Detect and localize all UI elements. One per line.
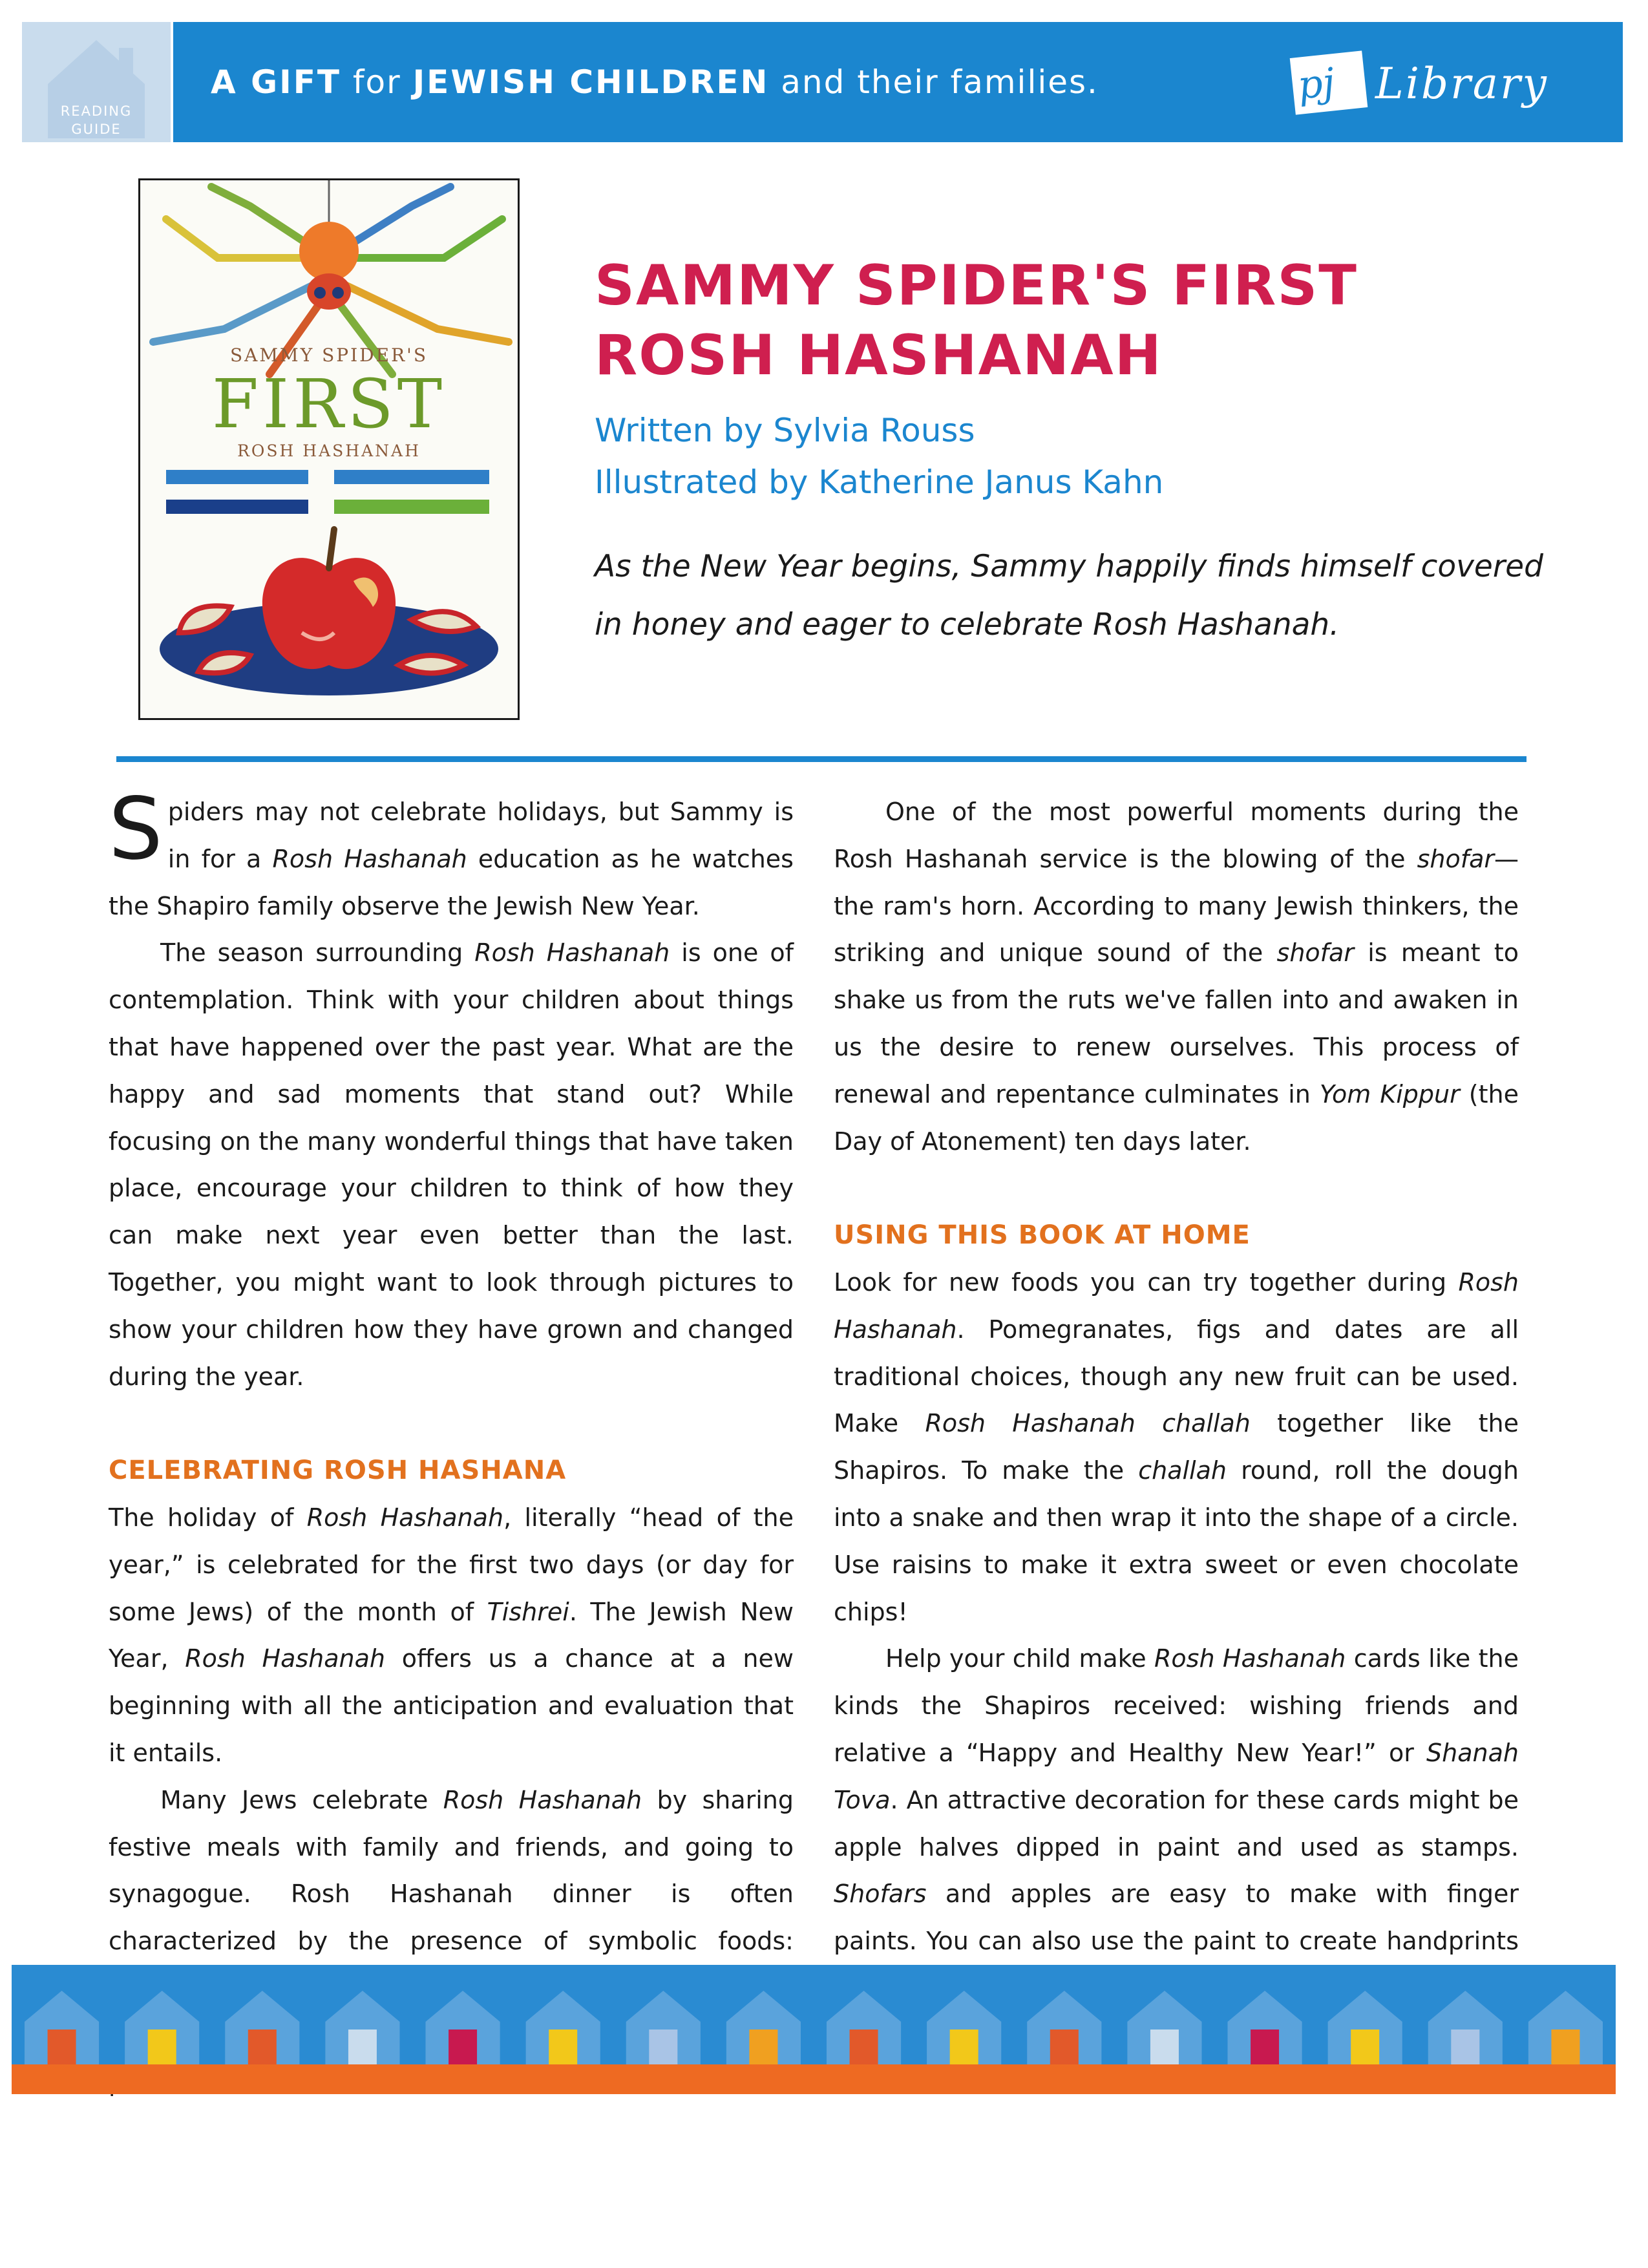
book-title-line1: SAMMY SPIDER'S FIRST xyxy=(595,253,1358,318)
footer-house-door xyxy=(48,2030,76,2064)
spacer xyxy=(109,1400,794,1447)
cards-text-em1: Rosh Hashanah xyxy=(1154,1644,1346,1673)
shofar-text-em3: Yom Kippur xyxy=(1319,1079,1460,1108)
tagline-gift: A GIFT xyxy=(211,63,342,101)
houses-illustration xyxy=(12,1965,1616,2094)
holiday-paragraph xyxy=(109,1494,794,1777)
footer-house-door xyxy=(148,2030,176,2064)
footer-house-door xyxy=(649,2030,677,2064)
cards-text-em3: Shofars xyxy=(834,1880,927,1909)
holiday-text-em3: Rosh Hashanah xyxy=(185,1644,385,1673)
footer-house-door xyxy=(1551,2030,1579,2064)
footer-house-door xyxy=(1351,2030,1379,2064)
book-title-line2: ROSH HASHANAH xyxy=(595,323,1163,388)
foods-text-d: round, roll the dough into a snake and then wrap it into the shape of a circle. Use raisins to make it extra sweet or even chocolate chips! xyxy=(834,1456,1519,1626)
season-text-a: The season surrounding xyxy=(160,938,475,968)
tagline xyxy=(211,59,1099,105)
shofar-text-d: (the Day of Atonement) ten days later. xyxy=(834,1079,1519,1156)
cover-title-line3: ROSH HASHANAH xyxy=(237,441,421,460)
pj-library-logo xyxy=(1293,53,1570,115)
book-title xyxy=(595,251,1590,390)
left-column xyxy=(109,779,794,2106)
foods-text-a: Look for new foods you can try together during xyxy=(834,1267,1459,1297)
footer-house-door xyxy=(749,2030,777,2064)
author-credit: Written by Sylvia Rouss xyxy=(595,412,975,449)
cover-title-line2: FIRST xyxy=(211,365,447,443)
shofar-text-em1: shofar xyxy=(1417,844,1494,873)
intro-text-b: education as he watches the Shapiro family observe the Jewish New Year. xyxy=(109,844,794,920)
book-cover xyxy=(138,178,520,720)
shofar-paragraph xyxy=(834,789,1519,1165)
holiday-text-em1: Rosh Hashanah xyxy=(306,1503,504,1532)
tagline-families: and their families. xyxy=(769,63,1099,101)
intro-text-a: piders may not celebrate holidays, but Sammy is in for a xyxy=(167,798,794,873)
holiday-text-a: The holiday of xyxy=(109,1503,307,1532)
cards-text-em2: Shanah Tova xyxy=(834,1738,1519,1814)
footer-house-door xyxy=(1050,2030,1079,2064)
heading-using-book: USING THIS BOOK AT HOME xyxy=(834,1220,1251,1251)
intro-text-em: Rosh Hashanah xyxy=(272,844,467,873)
footer-house-door xyxy=(1451,2030,1479,2064)
shofar-text-b: —the ram's horn. According to many Jewish thinkers, the striking and unique sound of the xyxy=(834,844,1519,968)
foods-text-em1: Rosh Hashanah xyxy=(834,1267,1519,1344)
foods-text-em3: challah xyxy=(1138,1456,1227,1485)
footer-house-door xyxy=(248,2030,277,2064)
drop-cap: S xyxy=(109,779,163,879)
reading-guide-badge xyxy=(22,22,171,142)
footer-ground xyxy=(12,2064,1616,2094)
shofar-text-c: is meant to shake us from the ruts we've fallen into and awaken in us the desire to renew ourselves. This process of renewal and repentance culminates in xyxy=(834,938,1519,1108)
season-text-b: is one of contemplation. Think with your children about things that have happened over the past year. What are the happy and sad moments that stand out? While focusing on the many wonderful things that have taken place, encourage your children to think of how they can make next year even better than the last. Together, you might want to look through pictures to show your children how they have grown and changed during the year. xyxy=(109,938,794,1391)
header-band xyxy=(173,22,1623,142)
cards-text-a: Help your child make xyxy=(885,1644,1155,1673)
tagline-jewish-children: JEWISH CHILDREN xyxy=(412,63,770,101)
foods-paragraph xyxy=(834,1259,1519,1635)
section-divider xyxy=(116,756,1527,762)
cards-text-b: cards like the kinds the Shapiros received: wishing friends and relative a “Happy and Healthy New Year!” or xyxy=(834,1644,1519,1767)
spacer xyxy=(834,1165,1519,1212)
shofar-text-em2: shofar xyxy=(1276,938,1354,968)
footer-house-door xyxy=(950,2030,978,2064)
badge-line-guide: GUIDE xyxy=(71,122,121,137)
holiday-text-b: , literally “head of the year,” is celebrated for the first two days (or day for some Jews) of the month of xyxy=(109,1503,794,1626)
foods-text-c: together like the Shapiros. To make the xyxy=(834,1409,1519,1485)
logo-text: Library xyxy=(1375,59,1548,109)
footer-house-door xyxy=(348,2030,377,2064)
illustrator-credit: Illustrated by Katherine Janus Kahn xyxy=(595,463,1164,501)
holiday-text-em2: Tishrei xyxy=(487,1597,569,1626)
meals-text-b: by sharing festive meals with family and friends, and going to synagogue. Rosh Hashanah dinner is often characterized by the presence of symbolic foods: xyxy=(109,1785,794,1956)
footer-house-door xyxy=(1150,2030,1179,2064)
season-text-em: Rosh Hashanah xyxy=(474,938,670,968)
footer-house-door xyxy=(549,2030,577,2064)
holiday-text-d: offers us a chance at a new beginning with all the anticipation and evaluation that it entails. xyxy=(109,1644,794,1767)
cards-text-d: and apples are easy to make with finger paints. You can also use the paint to create handprints xyxy=(834,1880,1519,1956)
meals-text-em1: Rosh Hashanah xyxy=(443,1785,642,1814)
cards-text-c: . An attractive decoration for these cards might be apple halves dipped in paint and used as stamps. xyxy=(834,1785,1519,1861)
season-paragraph xyxy=(109,929,794,1400)
heading-celebrating: CELEBRATING ROSH HASHANA xyxy=(109,1456,567,1486)
footer-houses-band xyxy=(12,1965,1616,2094)
book-blurb: As the New Year begins, Sammy happily finds himself covered in honey and eager to celebrate Rosh Hashanah. xyxy=(595,549,1543,642)
footer-house-door xyxy=(1251,2030,1279,2064)
cover-title-line1: SAMMY SPIDER'S xyxy=(229,344,428,366)
footer-house-door xyxy=(850,2030,878,2064)
footer-house-door xyxy=(449,2030,477,2064)
holiday-text-c: . The Jewish New Year, xyxy=(109,1597,794,1673)
badge-line-reading: READING xyxy=(60,103,132,119)
logo-mark: pj xyxy=(1295,59,1337,109)
intro-paragraph xyxy=(109,779,794,929)
meals-text-a: Many Jews celebrate xyxy=(160,1785,443,1814)
logo-box xyxy=(1290,50,1368,114)
foods-text-em2: Rosh Hashanah challah xyxy=(925,1409,1251,1438)
tagline-for: for xyxy=(341,63,413,101)
foods-text-b: . Pomegranates, figs and dates are all traditional choices, though any new fruit can be used. Make xyxy=(834,1315,1519,1438)
shofar-text-a: One of the most powerful moments during the Rosh Hashanah service is the blowing of the xyxy=(834,798,1519,873)
right-column xyxy=(834,789,1519,2059)
